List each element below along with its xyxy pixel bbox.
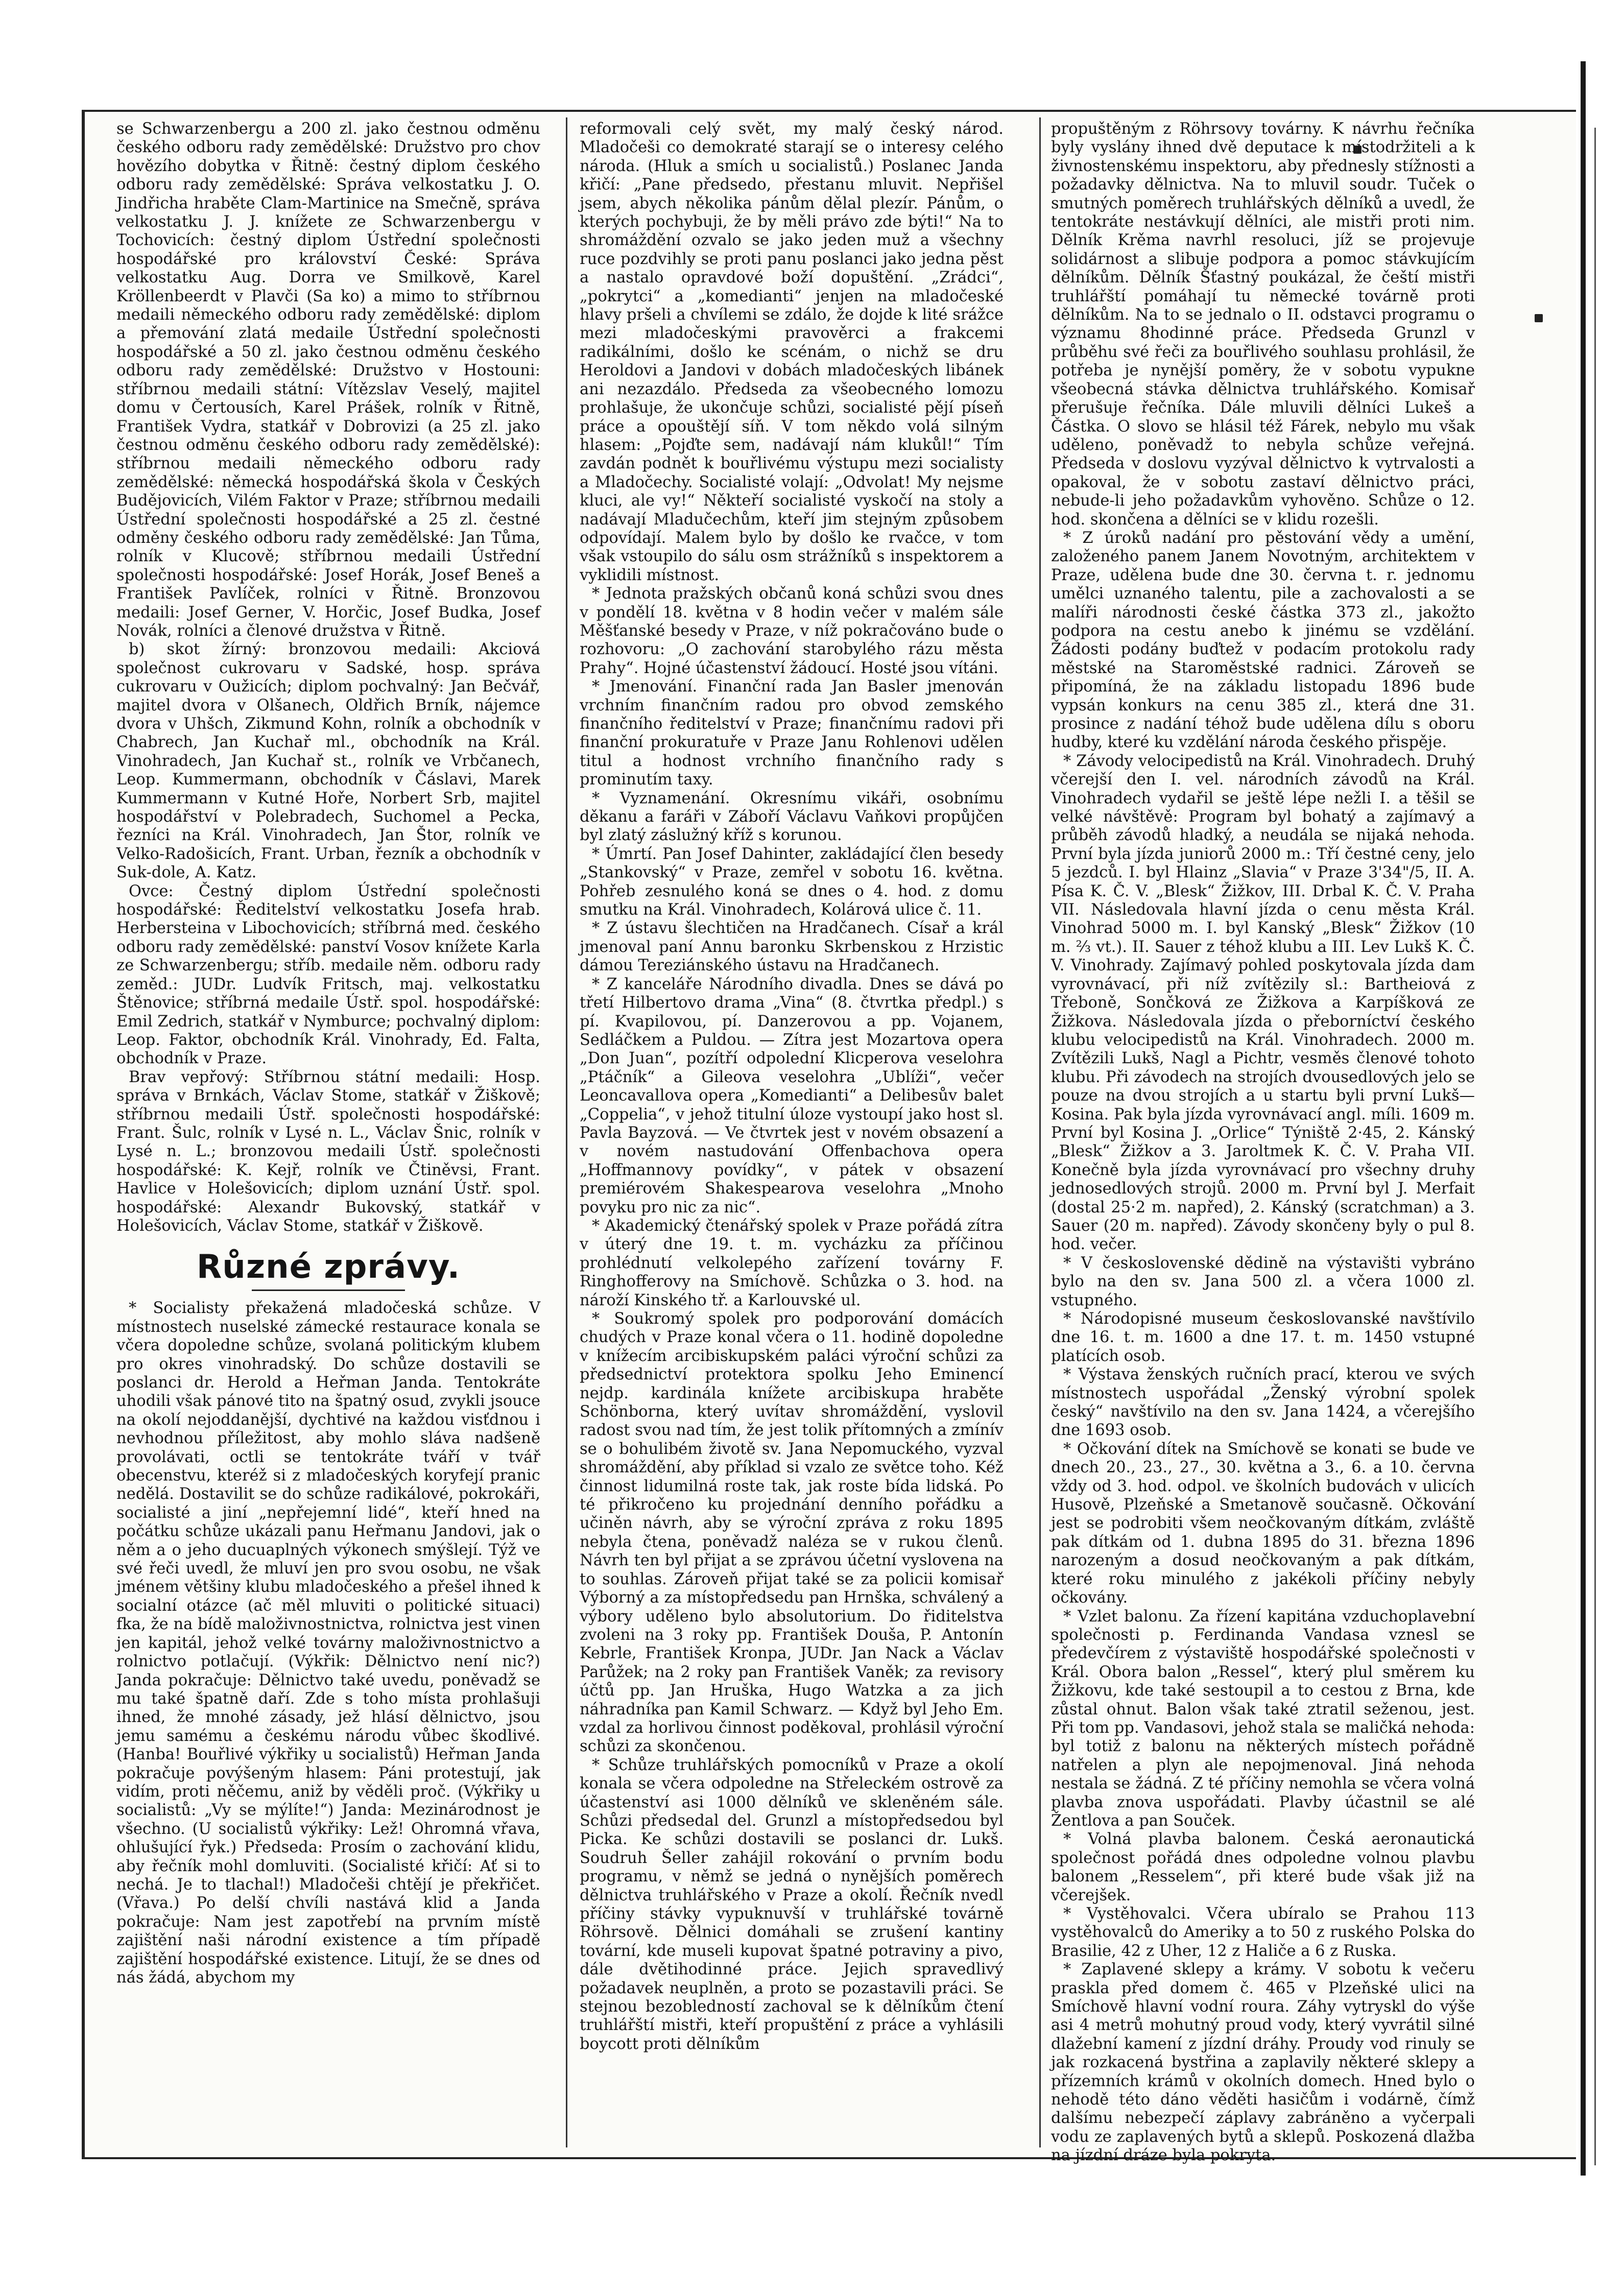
article-paragraph: * Socialisty překažená mladočeská schůze. V místnostech nuselské zámecké restaurace konala se včera dopoledne schůze, svolaná politickým klubem pro okres vinohradský. Do schůze dostavili se poslanci dr. Herold a Heřman Janda. Tentokráte uhodili však pánové tito na špatný osud, zvykli jsouce na okolí nejoddanější, dychtivé na každou visťdnou i nevhodnou příležitost, aby mohlo sláva nadšeně provolávati, octli se tentokráte tváří v tvář obecenstvu, kteréž si z mladočeských koryfejí pranic nedělá. Dostavilit se do schůze radikálové, pokrokáři, socialisté a jiní „nepřejemní lidé“, kteří hned na počátku schůze ukázali panu Heřmanu Jandovi, jak o něm a o jeho ducuaplných výkonech smýšlejí. Týž ve své řeči uvedl, že mluví jen pro svou osobu, ne však jménem většiny klubu mladočeského a přešel ihned k socialní otázce (ač měl mluviti o politické situaci) fka, že na bídě maloživnostnictva, rolnictva jest vinen jen kapitál, jehož velké továrny maloživnostnictvo a rolnictvo potlačují. (Výkřik: Dělnictvo není nic?) Janda pokračuje: Dělnictvo také uvedu, poněvadž se mu také špatně daří. Zde s toho místa prohlašuji ihned, že mnohé zásady, jež hlásí dělnictvo, jsou jemu samému a českému národu vůbec škodlivé. (Hanba! Bouřlivé výkřiky u socialistů) Heřman Janda pokračuje povýšeným hlasem: Páni protestují, jak vidím, proti něčemu, aniž by věděli proč. (Výkřiky u socialistů: „Vy se mýlíte!“) Janda: Mezinárodnost je všechno. (U socialistů výkřiky: Lež! Ohromná vřava, ohlušující řyk.) Předseda: Prosím o zachování klidu, aby řečník mohl domluviti. (Socialisté křičí: Ať si to nechá. Je to tlachal!) Mladočeši chtějí je překřičet. (Vřava.) Po delší chvíli nastává klid a Janda pokračuje: Nam jest zapotřebí na prvním místě zajištění naši národní existence a tím případě zajištění hospodářské existence. Litují, že se dnes od nás žádá, abychom my <box>116 1299 540 1987</box>
article-paragraph: * Zaplavené sklepy a krámy. V sobotu k večeru praskla před domem č. 465 v Plzeňské ulici na Smíchově hlavní vodní roura. Záhy vytryskl do výše asi 4 metrů mohutný proud vody, který vyvrátil silné dlažební kamení z jízdní dráhy. Proudy vod rinuly se jak rozkacená bystřina a zaplavily některé sklepy a přízemních krámů v okolních domech. Hned bylo o nehodě této dáno věděti hasičům i vodárně, čímž dalšímu nebezpečí záplavy zabráněno a vyčerpali vodu ze zaplavených bytů a sklepů. Poskozená dlažba na jízdní dráze byla pokryta. <box>1051 1961 1475 2165</box>
article-paragraph: propuštěným z Röhrsovy továrny. K návrhu řečníka byly vyslány ihned dvě deputace k místodržiteli a k živnostenskému inspektoru, aby přednesly stížnosti a požadavky dělnictva. Na to mluvil soudr. Tuček o smutných poměrech truhlářských dělníků a uvedl, že tentokráte nestávkují dělníci, ale mistři proti nim. Dělník Krěma navrhl resoluci, jíž se projevuje solidárnost a slibuje podpora a pomoc stávkujícím dělníkům. Dělník Šťastný poukázal, že čeští mistři truhlářští pomáhají tu německé továrně proti dělníkům. Na to se jednalo o II. odstavci programu o významu 8hodinné práce. Předseda Grunzl v průběhu své řeči za bouřlivého souhlasu prohlásil, že potřeba je nynější poměry, že v sobotu vypukne všeobecná stávka dělnictva truhlářského. Komisař přerušuje řečníka. Dále mluvili dělníci Lukeš a Částka. O slovo se hlásil též Fárek, nebylo mu však uděleno, poněvadž to nebyla schůze veřejná. Předseda v doslovu vyzýval dělnictvo k vytrvalosti a opakoval, že v sobotu zastaví dělnictvo práci, nebude-li jeho požadavkům vyhověno. Schůze o 12. hod. skončena a dělníci se v klidu rozešli. <box>1051 120 1475 529</box>
article-paragraph: * V československé dědině na výstavišti vybráno bylo na den sv. Jana 500 zl. a včera 1000 zl. vstupného. <box>1051 1254 1475 1309</box>
article-paragraph: * Úmrtí. Pan Josef Dahinter, zakládající člen besedy „Stankovský“ v Praze, zemřel v sobotu 16. května. Pohřeb zesnulého koná se dnes o 4. hod. z domu smutku na Král. Vinohradech, Kolárová ulice č. 11. <box>580 845 1004 919</box>
binding-edge <box>1581 61 1586 2176</box>
article-paragraph: Brav vepřový: Stříbrnou státní medaili: Hosp. správa v Brnkách, Václav Stome, statkář v Žiškově; stříbrnou medaili Ústř. společnosti hospodářské: Frant. Šulc, rolník v Lysé n. L., Václav Šnic, rolník v Lysé n. L.; bronzovou medaili Ústř. společnosti hospodářské: K. Kejř, rolník ve Čtiněvsi, Frant. Havlice v Holešovicích; diplom uznání Ústř. spol. hospodářské: Alexandr Bukovský, statkář v Holešovicích, Václav Stome, statkář v Žiškově. <box>116 1068 540 1235</box>
article-paragraph: se Schwarzenbergu a 200 zl. jako čestnou odměnu českého odboru rady zemědělské: Družstvo pro chov hovězího dobytka v Řitně: čestný diplom českého odboru rady zemědělské: Správa velkostatku J. O. Jindřicha hraběte Clam-Martinice na Smečně, správa velkostatku J. J. knížete ze Schwarzenbergu v Tochovicích: čestný diplom Ústřední společnosti hospodářské pro království České: Správa velkostatku Aug. Dorra ve Smilkově, Karel Kröllenbeerdt v Plavči (Sa ko) a mimo to stříbrnou medaili německého odboru rady zemědělské: diplom a přemování zlatá medaile Ústřední společnosti hospodářské a 50 zl. jako čestnou odměnu českého odboru rady zemědělské: Družstvo v Hostouni: stříbrnou medaili státní: Vítězslav Veselý, majitel domu v Čertousích, Karel Prášek, rolník v Řitně, František Vydra, statkář v Dobrovizi (a 25 zl. jako čestnou odměnu českého odboru rady zemědělské): stříbrnou medaili německého odboru rady zemědělské: německá hospodářská škola v Českých Budějovicích, Vilém Faktor v Praze; stříbrnou medaili Ústřední společnosti hospodářské a 25 zl. čestné odměny českého odboru rady zemědělské: Jan Tůma, rolník v Klucově; stříbrnou medaili Ústřední společnosti hospodářské: Josef Horák, Josef Beneš a František Pavlíček, rolníci v Řitně. Bronzovou medaili: Josef Gerner, V. Horčic, Josef Budka, Josef Novák, rolníci a členové družstva v Řitně. <box>116 120 540 640</box>
section-heading: Různé zprávy. <box>196 1248 461 1286</box>
article-paragraph: * Jmenování. Finanční rada Jan Basler jmenován vrchním finančním radou pro obvod zemského finančního ředitelství v Praze; finančnímu radovi při finanční prokuratuře v Praze Janu Rohlenovi udělen titul a hodnost vrchního finančního rady s prominutím taxy. <box>580 678 1004 789</box>
article-paragraph: * Vyznamenání. Okresnímu vikáři, osobnímu děkanu a faráři v Záboří Václavu Vaňkovi propůjčen byl zlatý záslužný kříž s korunou. <box>580 789 1004 845</box>
article-paragraph: * Z úroků nadání pro pěstování vědy a umění, založeného panem Janem Novotným, architektem v Praze, udělena bude dne 30. června t. r. jednomu umělci uznaného talentu, pile a zachovalosti a se malíři národnosti české částka 373 zl., jakožto podpora na cestu anebo k jinému se vzdělání. Žádosti podány buďtež v podacím protokolu rady městské na Staroměstské radnici. Zároveň se připomíná, že na základu listopadu 1896 bude vypsán konkurs na cenu 385 zl., která dne 31. prosince z nadání téhož bude udělena dílu s oboru hudby, které ku vzdělání národa českého přispěje. <box>1051 529 1475 752</box>
scan-speck <box>1535 314 1543 322</box>
text-column-2 <box>580 120 1004 2147</box>
text-column-3 <box>1051 120 1475 2165</box>
text-column-1 <box>116 120 540 2147</box>
article-paragraph: * Vzlet balonu. Za řízení kapitána vzduchoplavební společnosti p. Ferdinanda Vandasa vznesl se předevčírem z výstaviště hospodářské společnosti v Král. Obora balon „Ressel“, který plul směrem ku Žižkovu, kde také sestoupil a to cestou z Brna, kde zůstal ohnut. Balon však také ztratil seženou, jest. Při tom pp. Vandasovi, jehož stala se maličká nehoda: byl totiž z balonu na některých místech pořádně natřelen a plyn ale nepojmenoval. Jiná nehoda nestala se žádná. Z té příčiny nemohla se včera volná plavba znova uspořádati. Plavby účastnil se alé Žentlova a pan Souček. <box>1051 1607 1475 1830</box>
article-paragraph: b) skot žírný: bronzovou medaili: Akciová společnost cukrovaru v Sadské, hosp. správa cukrovaru v Oužicích; diplom pochvalný: Jan Bečvář, majitel dvora v Olšanech, Oldřich Brník, nájemce dvora v Uhšch, Zikmund Kohn, rolník a obchodník v Chabrech, Jan Kuchař ml., obchodník na Král. Vinohradech, Jan Kuchař st., rolník ve Vrbčanech, Leop. Kummermann, obchodník v Čáslavi, Marek Kummermann v Kutné Hoře, Norbert Srb, majitel hospodářství v Polebradech, Suchomel a Pecka, řezníci na Král. Vinohradech, Jan Štor, rolník ve Velko-Radošicích, Frant. Urban, řezník a obchodník v Suk-dole, A. Katz. <box>116 640 540 882</box>
article-paragraph: * Jednota pražských občanů koná schůzi svou dnes v pondělí 18. května v 8 hodin večer v malém sále Měšťanské besedy v Praze, v níž pokračováno bude o rozhovoru: „O zachování starobylého rázu města Prahy“. Hojné účastenství žádoucí. Hosté jsou vítáni. <box>580 585 1004 677</box>
article-paragraph: * Výstava ženských ručních prací, kterou ve svých místnostech uspořádal „Ženský výrobní spolek český“ navštívilo na den sv. Jana 1424, a včerejšího dne 1693 osob. <box>1051 1366 1475 1440</box>
article-paragraph: * Soukromý spolek pro podporování domácích chudých v Praze konal včera o 11. hodině dopoledne v knížecím arcibiskupském paláci výroční schůzi za předsednictví protektora spolku Jeho Eminencí nejdp. kardinála knížete arcibiskupa hraběte Schönborna, který uvítav shromáždění, vyslovil radost svou nad tím, že jest tolik přítomných a zmínív se o bohulibém životě sv. Jana Nepomuckého, vyzval shromáždění, aby příklad si vzalo ze světce toho. Kéž činnost lidumilná roste tak, jak roste bída lidská. Po té přikročeno ku projednání denního pořádku a učiněn návrh, aby se výroční zpráva z roku 1895 nebyla čtena, poněvadž naléza se v rukou členů. Návrh ten byl přijat a se zprávou účetní vyslovena na to souhlas. Zároveň přijat také se za policii komisař Výborný a za místopředsedu pan Hrnška, schválený a výbory uděleno bylo absolutorium. Do řiditelstva zvoleni na 3 roky pp. František Douša, P. Antonín Kebrle, František Kronpa, JUDr. Jan Nack a Václav Parůžek; na 2 roky pan František Vaněk; za revisory účtů pp. Jan Hruška, Hugo Watzka a za jich náhradníka pan Kamil Schwarz. — Když byl Jeho Em. vzdal za horlivou činnost poděkoval, prohlásil výroční schůzi za skončenou. <box>580 1310 1004 1756</box>
article-paragraph: * Očkování dítek na Smíchově se konati se bude ve dnech 20., 23., 27., 30. května a 3., 6. a 10. června vždy od 3. hod. odpol. ve školních budovách v ulicích Husově, Plzeňské a Smetanově současně. Očkování jest se podrobiti všem neočkovaným dítkám, zvláště pak dítkám od 1. dubna 1895 do 31. března 1896 narozeným a dosud neočkovaným a pak dítkám, které roku minulého z jakékoli příčiny nebyly očkovány. <box>1051 1440 1475 1607</box>
article-paragraph: * Z kanceláře Národního divadla. Dnes se dává po třetí Hilbertovo drama „Vina“ (8. čtvrtka předpl.) s pí. Kvapilovou, pí. Danzerovou a pp. Vojanem, Sedláčkem a Puldou. — Zítra jest Mozartova opera „Don Juan“, pozítří odpolední Klicperova veselohra „Ptáčník“ a Gileova veselohra „Ublíži“, večer Leoncavallova opera „Komedianti“ a Delibesův balet „Coppelia“, v jehož titulní úloze vystoupí jako host sl. Pavla Bayzová. — Ve čtvrtek jest v novém obsazení a v novém nastudování Offenbachova opera „Hoffmannovy povídky“, v pátek v obsazení premiérovém Shakespearova veselohra „Mnoho povyku pro nic za nic“. <box>580 975 1004 1216</box>
article-paragraph: reformovali celý svět, my malý český národ. Mladočeši co demokraté starají se o interesy celého národa. (Hluk a smích u socialistů.) Poslanec Janda křičí: „Pane předsedo, přestanu mluvit. Nepřišel jsem, abych několika pánům dělal plezír. Pánům, o kterých pochybuji, že by měli právo zde býti!“ Na to shromáždění ozvalo se jako jeden muž a všechny ruce pozdvihly se proti panu poslanci jako jedna pěst a nastalo opravdové boží dopuštění. „Zrádci“, „pokrytci“ a „komedianti“ jenjen na mladočeské hlavy pršeli a chvílemi se zdálo, že dojde k lité srážce mezi mladočeskými pravověrci a frakcemi radikálními, došlo ke scénám, o nichž se dru Heroldovi a Jandovi v dobách mladočeských libánek ani nezazdálo. Předseda za všeobecného lomozu prohlašuje, že ukončuje schůzi, socialisté pějí píseň práce a opouštějí síň. V tom někdo volá silným hlasem: „Pojďte sem, nadávají nám klukůl!“ Tím zavdán podnět k bouřlivému výstupu mezi socialisty a Mladočechy. Socialisté volají: „Odvolat! My nejsme kluci, ale vy!“ Někteří socialisté vyskočí na stoly a nadávají Mladučechům, kteří jim stejným způsobem odpovídají. Malem bylo by došlo ke rvačce, v tom však vstoupilo do sálu osm strážníků s inspektorem a vyklidili místnost. <box>580 120 1004 584</box>
article-paragraph: * Vystěhovalci. Včera ubíralo se Prahou 113 vystěhovalců do Ameriky a to 50 z ruského Polska do Brasilie, 42 z Uher, 12 z Haliče a 6 z Ruska. <box>1051 1905 1475 1960</box>
article-paragraph: * Akademický čtenářský spolek v Praze pořádá zítra v úterý dne 19. t. m. vycházku za příčinou prohlédnutí velkolepého zařízení továrny F. Ringhofferovy na Smíchově. Schůzka o 3. hod. na nároží Kinského tř. a Karlouvské ul. <box>580 1216 1004 1309</box>
article-paragraph: * Závody velocipedistů na Král. Vinohradech. Druhý včerejší den I. vel. národních závodů na Král. Vinohradech vydařil se ještě lépe nežli I. a těšil se velké návštěvě: Program byl bohatý a zajímavý a průběh závodů hladký, a neudála se nijaká nehoda. První byla jízda juniorů 2000 m.: Tří čestné ceny, jelo 5 jezdců. I. byl Hlainz „Slavia“ v Praze 3'34"/5, II. A. Písa K. Č. V. „Blesk“ Žižkov, III. Drbal K. Č. V. Praha VII. Následovala hlavní jízda o cenu města Král. Vinohrad 5000 m. I. byl Kanský „Blesk“ Žižkov (10 m. ⅔ vt.). II. Sauer z téhož klubu a III. Lev Lukš K. Č. V. Vinohrady. Zajímavý pohled poskytovala jízda dam vyrovnávací, při níž zvítězily sl.: Bartheiová z Třeboně, Sončková ze Žižkova a Karpíšková ze Žižkova. Následovala jízda o přeborníctví českého klubu velocipedistů na Král. Vinohradech. 2000 m. Zvítězili Lukš, Nagl a Pichtr, vesměs členové tohoto klubu. Při závodech na strojích dvousedlových jelo se pouze na dvou strojích a u startu byli první Lukš—Kosina. Pak byla jízda vyrovnávací angl. míli. 1609 m. První byl Kosina J. „Orlice“ Týniště 2·45, 2. Kánský „Blesk“ Žižkov a 3. Jaroltmek K. Č. V. Praha VII. Konečně byla jízda vyrovnávací pro všechny druhy jednosedlových strojů. 2000 m. První byl J. Merfait (dostal 25·2 m. napřed), 2. Kánský (scratchman) a 3. Sauer (20 m. napřed). Závody skončeny byly o pul 8. hod. večer. <box>1051 752 1475 1254</box>
column-divider <box>566 117 567 2147</box>
binding-edge-inner <box>1594 128 1596 2165</box>
article-paragraph: * Z ústavu šlechtičen na Hradčanech. Císař a král jmenoval paní Annu baronku Skrbenskou z Hrzistic dámou Tereziánského ústavu na Hradčanech. <box>580 919 1004 975</box>
heading-underline <box>252 1289 405 1291</box>
column-divider <box>1039 117 1041 2147</box>
article-paragraph: * Schůze truhlářských pomocníků v Praze a okolí konala se včera odpoledne na Střeleckém ostrově za účastenství asi 1000 dělníků ve skleněném sále. Schůzi předsedal del. Grunzl a místopředsedou byl Picka. Ke schůzi dostavili se poslanci dr. Lukš. Soudruh Šeller zahájil rokování o prvním bodu programu, v němž se jedná o nynějších poměrech dělnictva truhlářského v Praze a okolí. Řečník nvedl příčiny stávky vypuknuvší v truhlářské továrně Röhrsově. Dělnici domáhali se zrušení kantiny tovární, kde museli kupovat špatné potraviny a pivo, dále dvětihodinné práce. Jejich spravedlivý požadavek neuplněn, a proto se pozastavili práci. Se stejnou bezobledností zachoval se k dělníkům čtení truhlářští mistři, kteří propuštění z práce a vyhlásili boycott proti dělníkům <box>580 1756 1004 2053</box>
article-paragraph: * Národopisné museum českoslovanské navštívilo dne 16. t. m. 1600 a dne 17. t. m. 1450 vstupné platících osob. <box>1051 1310 1475 1365</box>
article-paragraph: Ovce: Čestný diplom Ústřední společnosti hospodářské: Ředitelství velkostatku Josefa hrab. Herbersteina v Libochovicích; stříbrná med. českého odboru rady zemědělské: panství Vosov knížete Karla ze Schwarzenbergu; stříb. medaile něm. odboru rady zeměd.: JUDr. Ludvík Fritsch, maj. velkostatku Štěnovice; stříbrná medaile Ústř. spol. hospodářské: Emil Zedrich, statkář v Nymburce; pochvalný diplom: Leop. Faktor, obchodník Král. Vinohrady, Ed. Falta, obchodník v Praze. <box>116 882 540 1068</box>
article-paragraph: * Volná plavba balonem. Česká aeronautická společnost pořádá dnes odpoledne volnou plavbu balonem „Resselem“, při které bude však již na včerejšek. <box>1051 1830 1475 1904</box>
